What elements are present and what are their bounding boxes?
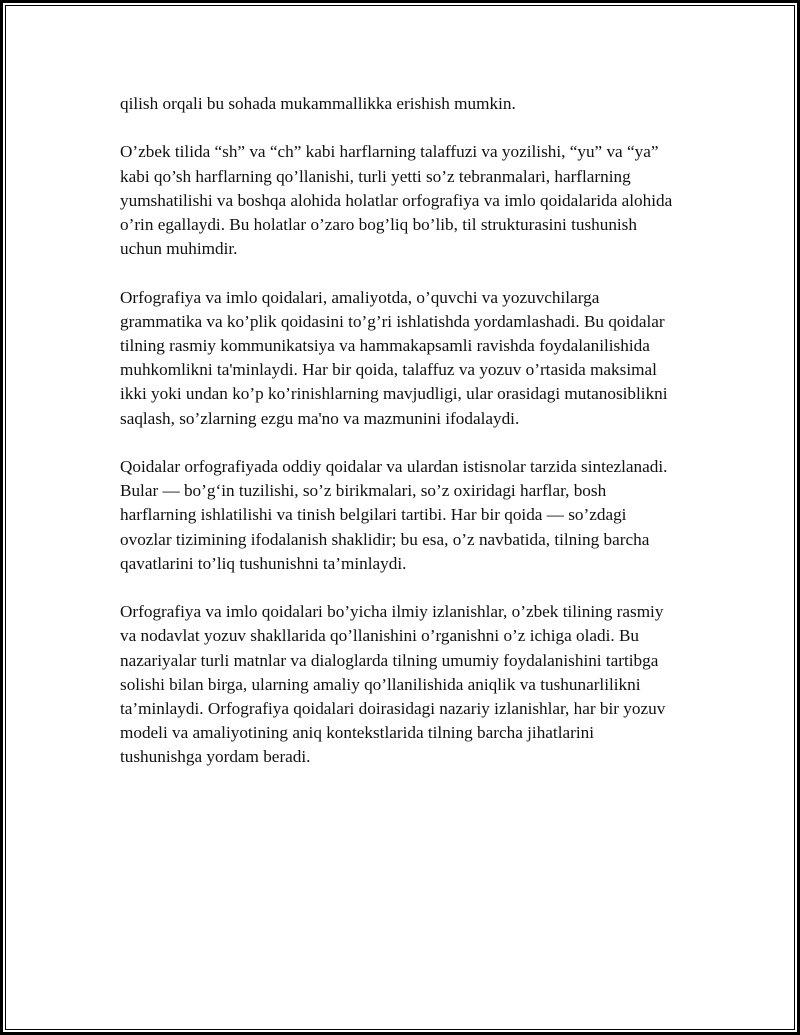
paragraph-4: Qoidalar orfografiyada oddiy qoidalar va ulardan istisnolar tarzida sintezlanadi. Bular — bo’g‘in tuzilishi, so’z birikmalari, so’z oxiridagi harflar, bosh harflarning ishlatilishi va tinish belgilari tartibi. Har bir qoida — so’zdagi ovozlar tizimining ifodalanish shaklidir; bu esa, o’z navbatida, tilning barcha qavatlarini to’liq tushunishni ta’minlaydi.: [120, 457, 668, 573]
paragraph-2: O’zbek tilida “sh” va “ch” kabi harflarning talaffuzi va yozilishi, “yu” va “ya” kabi qo’sh harflarning qo’llanishi, turli yetti so’z tebranmalari, harflarning yumshatilishi va boshqa alohida holatlar orfografiya va imlo qoidalarida alohida o’rin egallaydi. Bu holatlar o’zaro bog’liq bo’lib, til strukturasini tushunish uchun muhimdir.: [120, 142, 673, 259]
document-body: [120, 92, 680, 794]
paragraph-3: Orfografiya va imlo qoidalari, amaliyotda, o’quvchi va yozuvchilarga grammatika va ko’plik qoidasini to’g’ri ishlatishda yordamlashadi. Bu qoidalar tilning rasmiy kommunikatsiya va hammakapsamli ravishda foydalanilishida muhkomlikni ta'minlaydi. Har bir qoida, talaffuz va yozuv o’rtasida maksimal ikki yoki undan ko’p ko’rinishlarning mavjudligi, ular orasidagi mutanosiblikni saqlash, so’zlarning ezgu ma'no va mazmunini ifodalaydi.: [120, 287, 668, 428]
paragraph-5: Orfografiya va imlo qoidalari bo’yicha ilmiy izlanishlar, o’zbek tilining rasmiy va nodavlat yozuv shakllarida qo’llanishini o’rganishni o’z ichiga oladi. Bu nazariyalar turli matnlar va dialoglarda tilning umumiy foydalanishini tartibga solishi bilan birga, ularning amaliy qo’llanilishida aniqlik va tushunarlilikni ta’minlaydi. Orfografiya qoidalari doirasidagi nazariy izlanishlar, har bir yozuv modeli va amaliyotining aniq kontekstlarida tilning barcha jihatlarini tushunishga yordam beradi.: [120, 602, 666, 767]
paragraph-1: qilish orqali bu sohada mukammallikka erishish mumkin.: [120, 94, 516, 113]
